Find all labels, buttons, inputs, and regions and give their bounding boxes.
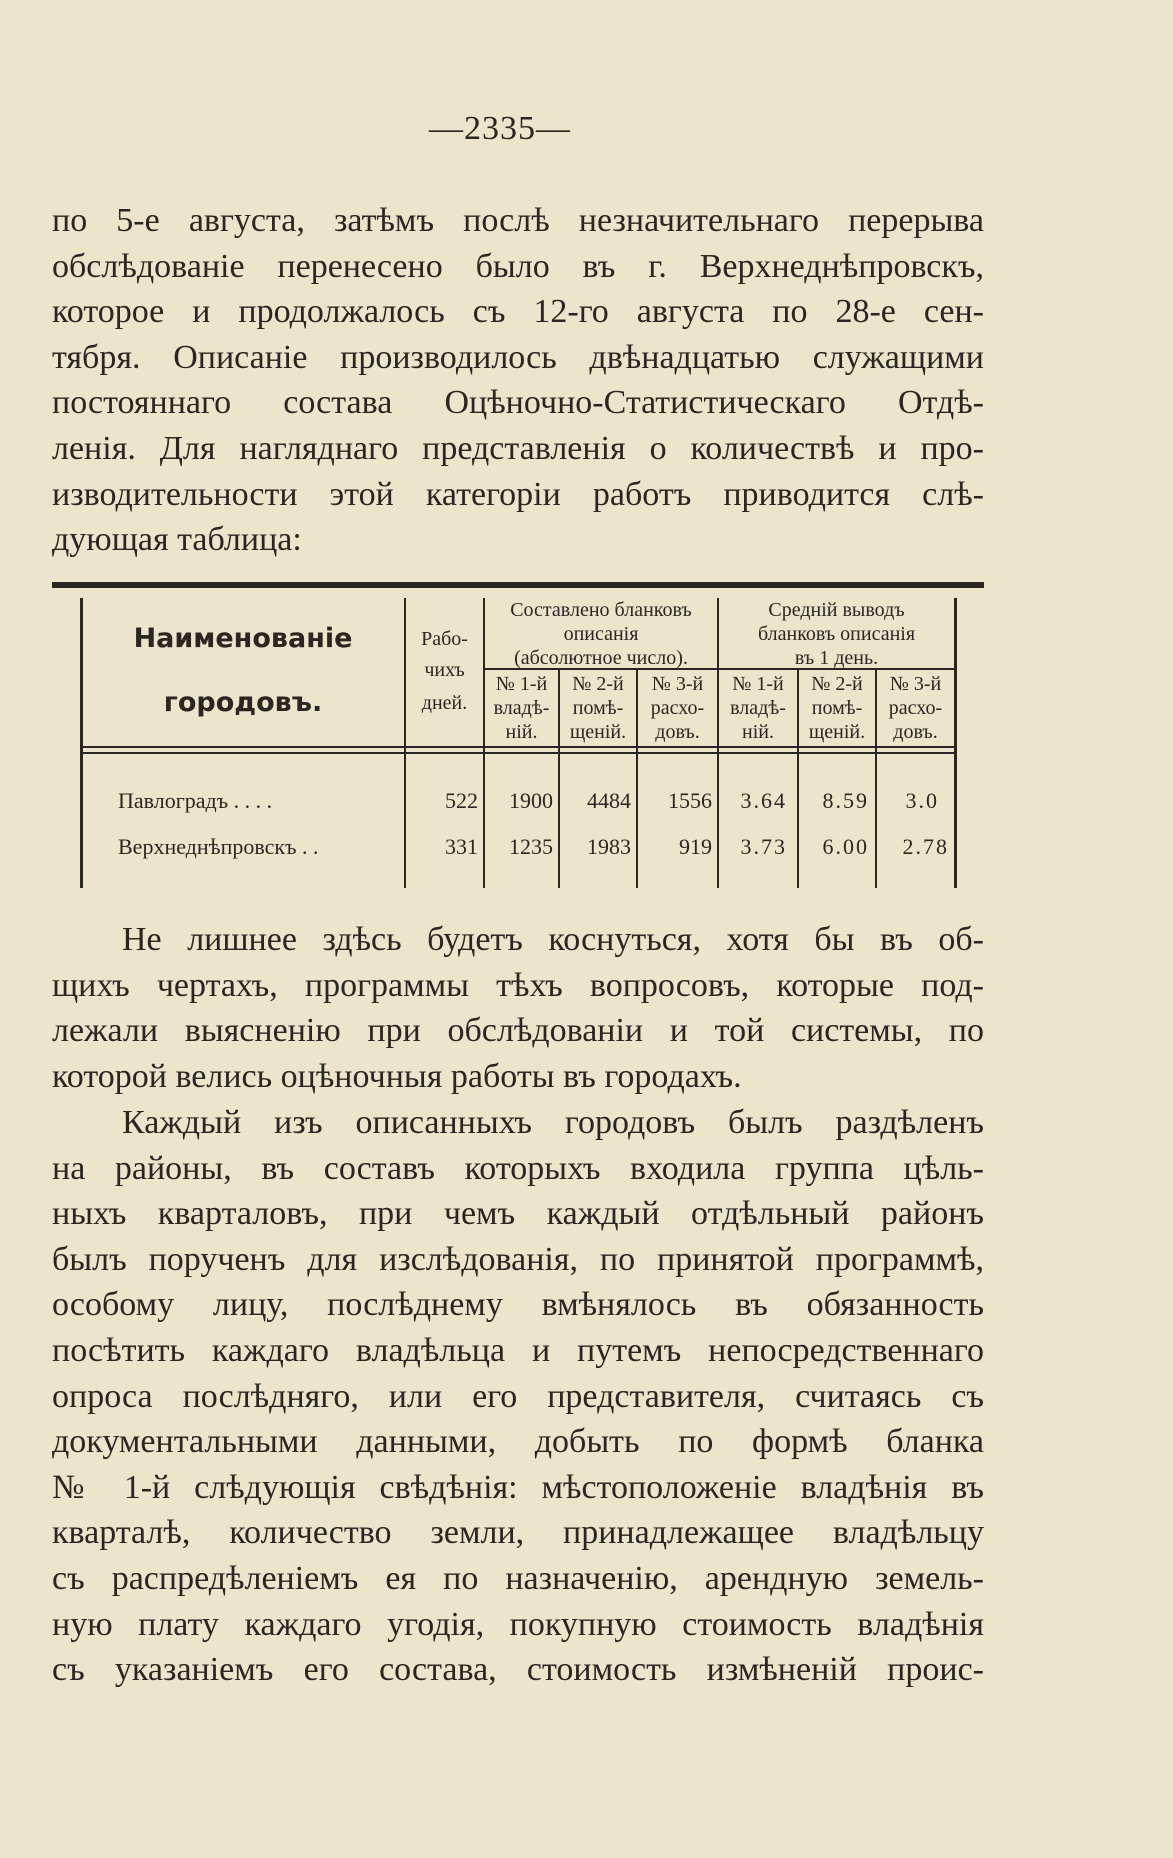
text-line: лежали выясненію при обслѣдованіи и той системы, по (52, 1012, 984, 1050)
text-line: обслѣдованіе перенесено было въ г. Верхнеднѣпровскъ, (52, 247, 984, 285)
text-line: ленія. Для нагляднаго представленія о количествѣ и про- (52, 429, 984, 467)
table-cell: 331 (445, 834, 478, 859)
table-cell: 6.00 (822, 834, 869, 859)
text-line: на районы, въ составъ которыхъ входила группа цѣль- (52, 1149, 984, 1187)
text-line: тября. Описаніе производилось двѣнадцатью служащими (52, 338, 984, 376)
header-city-name: Наименованіе городовъ. (133, 623, 353, 718)
table-cell: 1983 (587, 834, 631, 859)
table-cell: 4484 (587, 788, 631, 813)
text-line: былъ порученъ для изслѣдованія, по принятой программѣ, (52, 1240, 984, 1278)
table-top-rule (52, 582, 984, 588)
text-line: особому лицу, послѣднему вмѣнялось въ обязанность (52, 1286, 984, 1324)
statistics-table (52, 582, 984, 902)
table-cell: 1900 (509, 788, 553, 813)
text-line: Не лишнее здѣсь будетъ коснуться, хотя бы въ об- (122, 921, 984, 958)
table-row-city: Павлоградъ . . . . (118, 788, 273, 813)
table-cell: 3.64 (740, 788, 787, 813)
table-rule (82, 746, 954, 748)
header-group-average: Средній выводъ бланковъ описанія въ 1 день. (757, 599, 916, 669)
subheader-cell: № 1-й владѣ- ній. (493, 673, 550, 743)
paragraph-3 (52, 1100, 984, 1693)
text-line: которое и продолжалось съ 12-го августа по 28-е сен- (52, 293, 984, 331)
header-work-days: Рабо- чихъ дней. (421, 628, 468, 714)
table-cell: 1556 (668, 788, 712, 813)
text-line: ныхъ кварталовъ, при чемъ каждый отдѣльный районъ (52, 1195, 984, 1233)
text-line: № 1-й слѣдующія свѣдѣнія: мѣстоположеніе владѣнія въ (52, 1468, 984, 1506)
text-line: посѣтить каждаго владѣльца и путемъ непосредственнаго (52, 1331, 984, 1369)
text-line: постояннаго состава Оцѣночно-Статистическаго Отдѣ- (52, 384, 984, 422)
table-cell: 522 (445, 788, 478, 813)
text-line: съ указаніемъ его состава, стоимость измѣненій проис- (52, 1651, 984, 1689)
page-number: —2335— (429, 110, 571, 147)
table-rule (82, 752, 954, 754)
header-group-composed: Составлено бланковъ описанія (абсолютное число). (510, 599, 692, 669)
table-cell: 3.0 (905, 788, 939, 813)
table-rule (954, 598, 957, 888)
text-line: съ распредѣленіемъ ея по назначенію, арендную земель- (52, 1559, 984, 1597)
subheader-cell: № 3-й расхо- довъ. (650, 673, 705, 743)
text-line: опроса послѣдняго, или его представителя, считаясь съ (52, 1377, 984, 1415)
table-cell: 2.78 (902, 834, 949, 859)
subheader-cell: № 1-й владѣ- ній. (730, 673, 786, 743)
text-line: которой велись оцѣночныя работы въ городахъ. (52, 1057, 742, 1095)
text-line: Каждый изъ описанныхъ городовъ былъ раздѣленъ (122, 1104, 984, 1141)
subheader-cell: № 2-й помѣ- щеній. (808, 673, 866, 743)
text-line: изводительности этой категоріи работъ приводится слѣ- (52, 475, 984, 513)
subheader-cell: № 2-й помѣ- щеній. (569, 673, 627, 743)
text-line: по 5-е августа, затѣмъ послѣ незначительнаго перерыва (52, 202, 984, 239)
subheader-cell: № 3-й расхо- довъ. (888, 673, 943, 743)
text-line: документальными данными, добыть по формѣ бланка (52, 1423, 984, 1461)
text-line: щихъ чертахъ, программы тѣхъ вопросовъ, которые под- (52, 966, 984, 1004)
table-cell: 3.73 (740, 834, 787, 859)
paragraph-2 (52, 917, 984, 1099)
table-row-city: Верхнеднѣпровскъ . . (118, 834, 319, 859)
text-line: кварталѣ, количество земли, принадлежащее владѣльцу (52, 1514, 984, 1552)
table-cell: 8.59 (822, 788, 869, 813)
table-cell: 919 (679, 834, 712, 859)
text-line: ную плату каждаго угодія, покупную стоимость владѣнія (52, 1605, 984, 1643)
paragraph-1 (52, 198, 984, 563)
table-cell: 1235 (509, 834, 553, 859)
text-line: дующая таблица: (52, 521, 302, 559)
